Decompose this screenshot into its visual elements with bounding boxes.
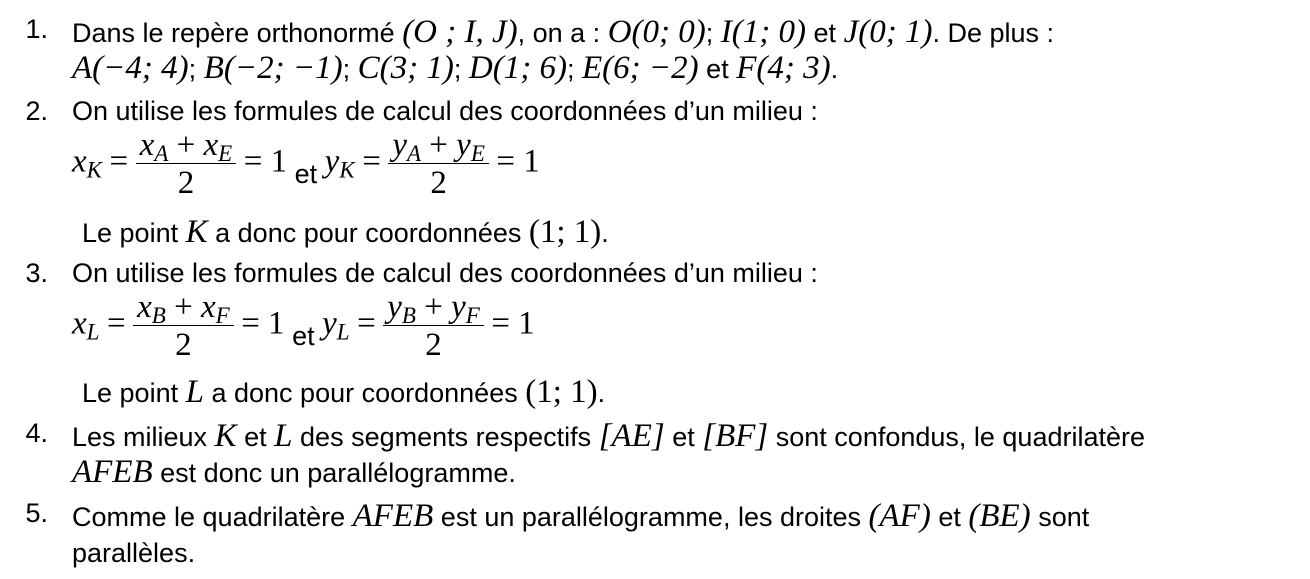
math-point: L	[185, 374, 204, 410]
separator: ;	[188, 54, 197, 84]
formula-plus: +	[429, 127, 448, 163]
item-text: On utilise les formules de calcul des coordonnées d’un milieu :	[72, 96, 818, 126]
formula-var-sub: L	[86, 319, 100, 345]
item-text: et	[292, 321, 315, 352]
item-text: et	[706, 54, 729, 84]
math-frame: (O ; I, J)	[402, 14, 518, 50]
formula-var: x	[72, 143, 87, 180]
fraction-x	[133, 290, 234, 362]
item-text: sont	[1038, 502, 1090, 532]
math-point-f: F(4; 3)	[736, 50, 831, 86]
formula-den: 2	[383, 325, 484, 363]
item-text: .	[830, 54, 839, 84]
formula-plus: +	[174, 289, 193, 325]
item-text: Comme le quadrilatère	[72, 502, 346, 532]
item-text: parallèles.	[72, 538, 196, 568]
formula-var: x	[72, 305, 87, 342]
formula-den: 2	[388, 163, 489, 201]
math-segment: [AE]	[598, 418, 665, 454]
formula-num-b: x	[203, 127, 219, 163]
item-5-line-2	[72, 540, 195, 567]
equals-sign: =	[362, 143, 381, 180]
math-point-o: O(0; 0)	[607, 14, 706, 50]
formula-den: 2	[133, 325, 234, 363]
math-line: (AF)	[868, 498, 931, 534]
equals-sign: =	[106, 305, 126, 342]
item-text: et	[294, 159, 318, 190]
formula-num-a-sub: B	[401, 303, 416, 328]
item-text: On utilise les formules de calcul des coordonnées d’un milieu :	[72, 258, 818, 288]
math-point-a: A(−4; 4)	[72, 50, 189, 86]
item-3-conclusion	[82, 376, 605, 409]
item-text: , on a :	[517, 18, 601, 48]
item-number: 4.	[25, 418, 48, 448]
math-coords: (1; 1)	[525, 374, 598, 410]
math-point-b: B(−2; −1)	[203, 50, 343, 86]
formula-var-sub: K	[339, 157, 355, 183]
item-text: .	[601, 218, 609, 248]
formula-result: = 1	[243, 143, 288, 180]
separator: ;	[453, 54, 462, 84]
fraction-y	[383, 290, 484, 362]
item-text: .	[597, 378, 606, 408]
formula-num-b: x	[200, 289, 216, 325]
fraction-y	[388, 128, 489, 200]
item-text: Les milieux	[72, 422, 208, 452]
formula-num-a: x	[139, 127, 155, 163]
formula-num-b-sub: F	[215, 303, 230, 328]
separator: ;	[342, 54, 351, 84]
formula-plus: +	[424, 289, 443, 325]
item-3-formulas	[72, 290, 535, 362]
formula-num-a: y	[392, 127, 407, 163]
formula-var: y	[324, 143, 340, 180]
math-point: L	[274, 418, 293, 454]
item-1-line-2	[72, 52, 838, 85]
formula-num-b: y	[451, 289, 466, 325]
item-text: a donc pour coordonnées	[211, 378, 518, 408]
math-point-d: D(1; 6)	[468, 50, 567, 86]
formula-result: = 1	[241, 305, 285, 342]
item-number: 2.	[25, 96, 48, 126]
formula-plus: +	[176, 127, 196, 163]
formula-num-a-sub: A	[154, 141, 169, 166]
formula-result: = 1	[496, 143, 540, 180]
item-text: est un parallélogramme, les droites	[440, 502, 861, 532]
formula-num-b-sub: E	[470, 141, 485, 166]
math-point-j: J(0; 1)	[843, 14, 933, 50]
item-text: Dans le repère orthonormé	[72, 18, 395, 48]
formula-num-b-sub: F	[465, 303, 480, 328]
equals-sign: =	[109, 143, 129, 180]
math-quadrilateral: AFEB	[352, 498, 434, 534]
item-text: sont confondus, le quadrilatère	[775, 422, 1146, 452]
math-point: K	[214, 418, 237, 454]
item-text: et	[244, 422, 267, 452]
math-point: K	[185, 214, 208, 250]
formula-var: y	[322, 305, 337, 342]
math-point-e: E(6; −2)	[582, 50, 699, 86]
math-line: (BE)	[968, 498, 1031, 534]
formula-num-b: y	[456, 127, 471, 163]
math-point-i: I(1; 0)	[720, 14, 807, 50]
math-quadrilateral: AFEB	[72, 454, 153, 490]
item-number: 1.	[25, 14, 48, 44]
item-text: et	[938, 502, 961, 532]
equals-sign: =	[357, 305, 376, 342]
item-number: 5.	[25, 498, 48, 528]
item-number: 3.	[25, 258, 48, 288]
formula-num-a-sub: A	[406, 141, 422, 166]
item-text: et	[813, 18, 837, 48]
math-coords: (1; 1)	[528, 214, 602, 250]
formula-result: = 1	[491, 305, 535, 342]
formula-num-a: y	[387, 289, 402, 325]
item-text: . De plus :	[932, 18, 1055, 48]
formula-den: 2	[136, 163, 237, 201]
formula-num-a: x	[137, 289, 152, 325]
math-segment: [BF]	[702, 418, 769, 454]
item-text: est donc un parallélogramme.	[160, 458, 516, 488]
separator: ;	[705, 18, 714, 48]
formula-var-sub: K	[86, 157, 102, 183]
item-4-line-2	[72, 456, 516, 489]
item-2-conclusion	[82, 216, 609, 249]
item-text: a donc pour coordonnées	[215, 218, 522, 248]
separator: ;	[566, 54, 575, 84]
fraction-x	[136, 128, 237, 200]
item-text: et	[672, 422, 695, 452]
item-text: Le point	[82, 218, 179, 248]
formula-num-a-sub: B	[151, 303, 166, 328]
item-text: des segments respectifs	[300, 422, 592, 452]
item-text: Le point	[82, 378, 179, 408]
math-point-c: C(3; 1)	[357, 50, 454, 86]
formula-var-sub: L	[336, 319, 350, 345]
formula-num-b-sub: E	[218, 141, 233, 166]
item-2-formulas	[72, 128, 540, 200]
